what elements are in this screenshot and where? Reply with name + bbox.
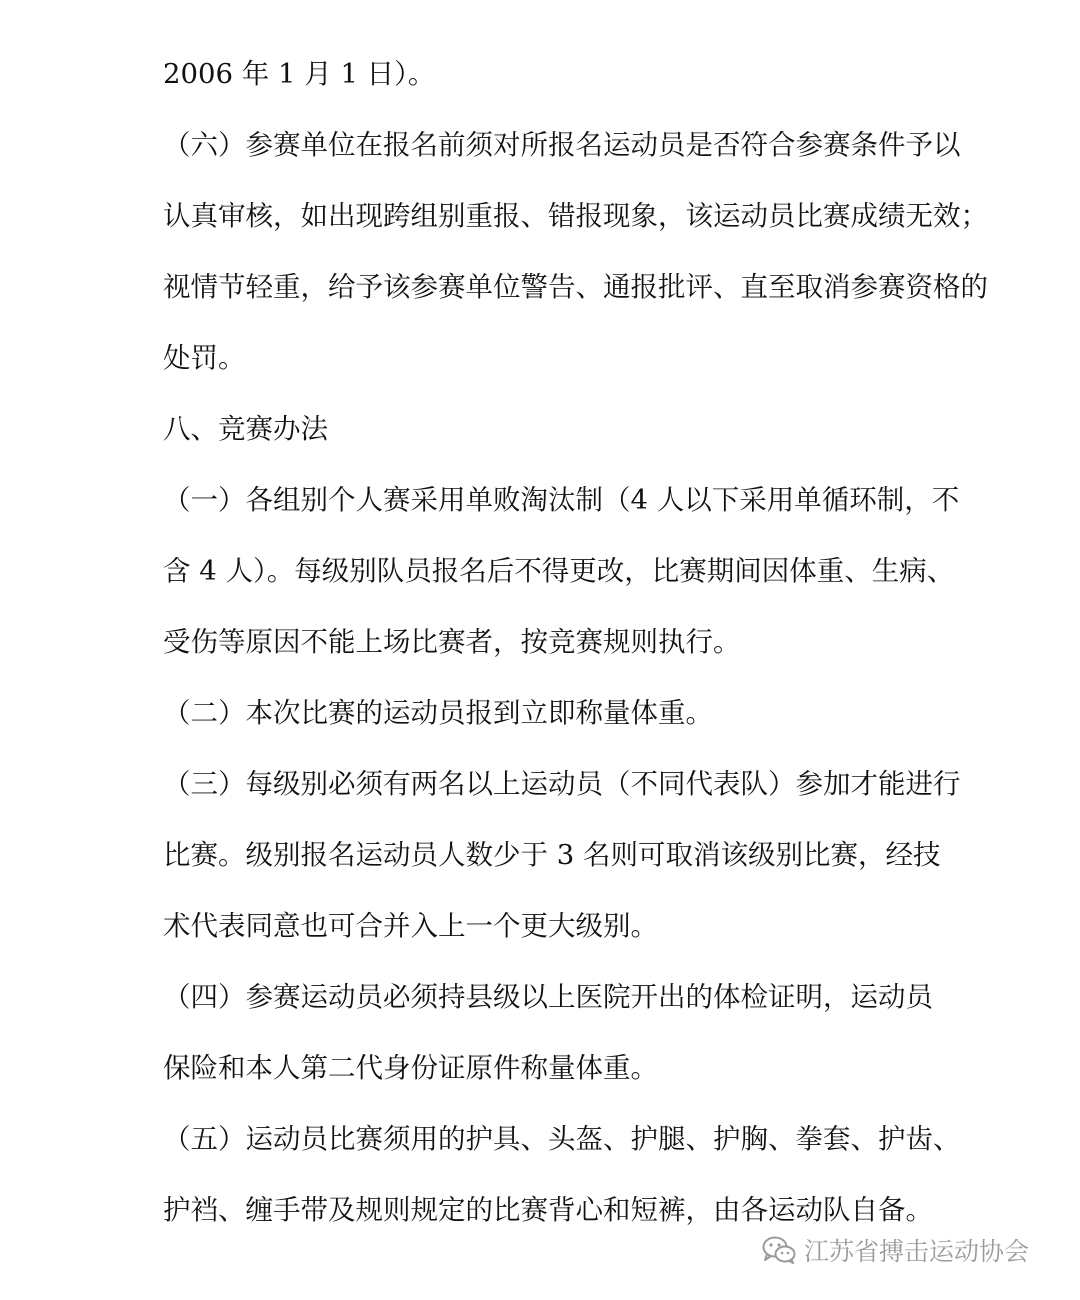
text-line: 认真审核，如出现跨组别重报、错报现象，该运动员比赛成绩无效； bbox=[163, 200, 988, 232]
text-line: （六）参赛单位在报名前须对所报名运动员是否符合参赛条件予以 bbox=[163, 129, 961, 161]
text-line: （一）各组别个人赛采用单败淘汰制（4 人以下采用单循环制，不 bbox=[163, 484, 960, 516]
text-line: （四）参赛运动员必须持县级以上医院开出的体检证明，运动员 bbox=[163, 981, 933, 1013]
text-line: 术代表同意也可合并入上一个更大级别。 bbox=[163, 910, 658, 942]
text-line: （五）运动员比赛须用的护具、头盔、护腿、护胸、拳套、护齿、 bbox=[163, 1123, 961, 1155]
text-line: 护裆、缠手带及规则规定的比赛背心和短裤，由各运动队自备。 bbox=[163, 1194, 933, 1226]
text-line: 处罚。 bbox=[163, 342, 246, 374]
text-line: 受伤等原因不能上场比赛者，按竞赛规则执行。 bbox=[163, 626, 741, 658]
section-heading: 八、竞赛办法 bbox=[163, 413, 328, 445]
text-line: （二）本次比赛的运动员报到立即称量体重。 bbox=[163, 697, 713, 729]
text-line: 含 4 人）。每级别队员报名后不得更改，比赛期间因体重、生病、 bbox=[163, 555, 955, 587]
text-line: 视情节轻重，给予该参赛单位警告、通报批评、直至取消参赛资格的 bbox=[163, 271, 988, 303]
watermark bbox=[762, 1232, 1029, 1268]
text-line: 比赛。级别报名运动员人数少于 3 名则可取消该级别比赛，经技 bbox=[163, 839, 941, 871]
text-line: 保险和本人第二代身份证原件称量体重。 bbox=[163, 1052, 658, 1084]
text-line: 2006 年 1 月 1 日）。 bbox=[163, 58, 436, 90]
watermark-text: 江苏省搏击运动协会 bbox=[804, 1237, 1030, 1266]
text-line: （三）每级别必须有两名以上运动员（不同代表队）参加才能进行 bbox=[163, 768, 961, 800]
wechat-icon bbox=[762, 1236, 796, 1264]
